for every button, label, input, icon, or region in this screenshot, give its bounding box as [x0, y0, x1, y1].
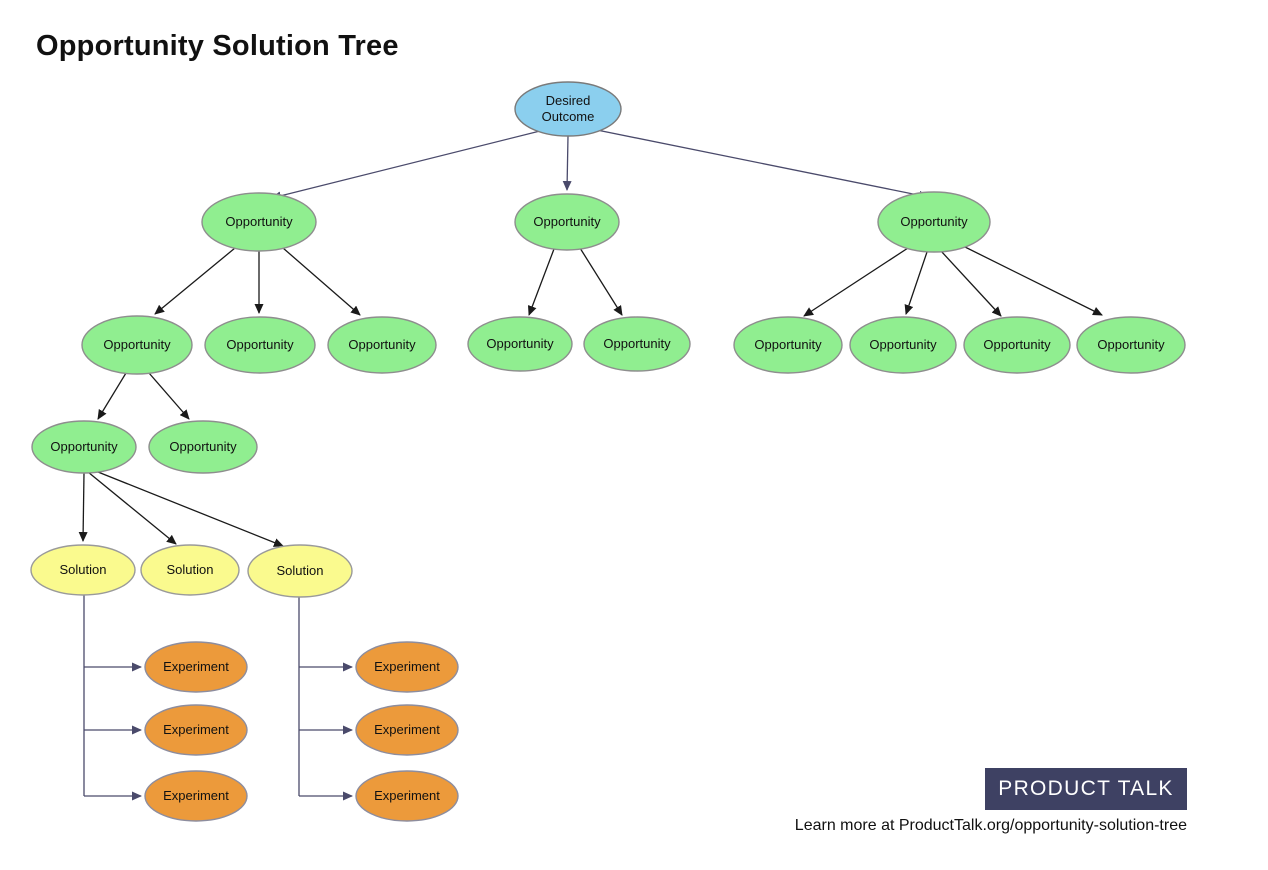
node-label-line: Opportunity [754, 337, 822, 352]
node-label-line: Opportunity [103, 337, 171, 352]
node-opp-c2 [850, 317, 956, 373]
edge-outcome-to-opp-b [567, 136, 568, 190]
edge-opp-c-to-c1 [804, 248, 908, 316]
node-label-line: Solution [276, 563, 324, 578]
experiment-label [163, 659, 229, 674]
node-label-line: Opportunity [533, 214, 601, 229]
node-label-line: Solution [166, 562, 214, 577]
edge-opp-a-to-a3 [283, 248, 360, 315]
node-exp-3c [356, 771, 458, 821]
node-opp-a1b [149, 421, 257, 473]
edge-opp-b-to-b2 [580, 248, 622, 315]
node-label-line: Opportunity [50, 439, 118, 454]
node-label-line: Experiment [163, 722, 229, 737]
experiment-label [374, 659, 440, 674]
node-opp-c3 [964, 317, 1070, 373]
node-label-line: Opportunity [348, 337, 416, 352]
node-opp-a1a [32, 421, 136, 473]
opportunity-label [533, 214, 601, 229]
solution-label [60, 562, 107, 577]
node-sol-2 [141, 545, 239, 595]
node-opp-b [515, 194, 619, 250]
experiment-label [374, 788, 440, 803]
edge-opp-c-to-c2 [906, 252, 927, 314]
node-label-line: Experiment [163, 659, 229, 674]
edge-opp-c-to-c4 [963, 246, 1102, 315]
node-label-line: Opportunity [603, 336, 671, 351]
nodes-layer [31, 82, 1185, 821]
node-label-line: Opportunity [983, 337, 1051, 352]
opportunity-label [169, 439, 237, 454]
solution-label [277, 563, 324, 578]
edge-a1-to-a1a [98, 373, 126, 419]
node-label-line: Experiment [374, 659, 440, 674]
opportunity-label [226, 337, 294, 352]
opportunity-label [900, 214, 968, 229]
experiment-label [163, 788, 229, 803]
node-sol-1 [31, 545, 135, 595]
opportunity-label [348, 337, 416, 352]
solution-label [167, 562, 214, 577]
opportunity-label [603, 336, 671, 351]
node-sol-3 [248, 545, 352, 597]
node-exp-3b [356, 705, 458, 755]
opportunity-label [50, 439, 118, 454]
learn-more-text: Learn more at ProductTalk.org/opportunity-solution-tree [794, 817, 1187, 834]
experiment-label [374, 722, 440, 737]
opportunity-label [869, 337, 937, 352]
node-label-line: Opportunity [1097, 337, 1165, 352]
node-opp-c1 [734, 317, 842, 373]
node-label-line: Experiment [163, 788, 229, 803]
outcome-label [542, 93, 595, 124]
node-label-line: Solution [59, 562, 107, 577]
node-label-line: Experiment [374, 722, 440, 737]
node-label-line: Outcome [541, 109, 595, 124]
node-opp-b1 [468, 317, 572, 371]
node-label-line: Experiment [374, 788, 440, 803]
node-opp-a2 [205, 317, 315, 373]
edge-opp-a-to-a1 [155, 248, 235, 314]
node-opp-b2 [584, 317, 690, 371]
node-label-line: Opportunity [226, 337, 294, 352]
edge-a1a-to-sol3 [93, 470, 283, 546]
opportunity-label [1097, 337, 1165, 352]
opportunity-label [103, 337, 171, 352]
edge-a1-to-a1b [149, 373, 189, 419]
product-talk-badge [985, 768, 1187, 810]
node-opp-c [878, 192, 990, 252]
product-talk-badge-label: PRODUCT TALK [998, 777, 1174, 800]
node-exp-3a [356, 642, 458, 692]
opportunity-label [983, 337, 1051, 352]
page-title: Opportunity Solution Tree [36, 30, 399, 62]
edge-a1a-to-sol1 [83, 473, 84, 541]
node-label-line: Desired [545, 93, 591, 108]
edge-a1a-to-sol2 [88, 472, 176, 544]
node-desired-outcome [515, 82, 621, 136]
edge-outcome-to-opp-c [592, 129, 928, 197]
node-exp-1a [145, 642, 247, 692]
node-label-line: Opportunity [169, 439, 237, 454]
opportunity-label [225, 214, 293, 229]
node-label-line: Opportunity [486, 336, 554, 351]
experiment-label [163, 722, 229, 737]
node-exp-1c [145, 771, 247, 821]
node-label-line: Opportunity [869, 337, 937, 352]
node-opp-a1 [82, 316, 192, 374]
opportunity-label [754, 337, 822, 352]
node-opp-c4 [1077, 317, 1185, 373]
node-label-line: Opportunity [225, 214, 293, 229]
node-opp-a [202, 193, 316, 251]
node-label-line: Opportunity [900, 214, 968, 229]
edge-outcome-to-opp-a [272, 130, 544, 198]
edge-opp-b-to-b1 [529, 249, 554, 315]
node-opp-a3 [328, 317, 436, 373]
opportunity-label [486, 336, 554, 351]
node-exp-1b [145, 705, 247, 755]
